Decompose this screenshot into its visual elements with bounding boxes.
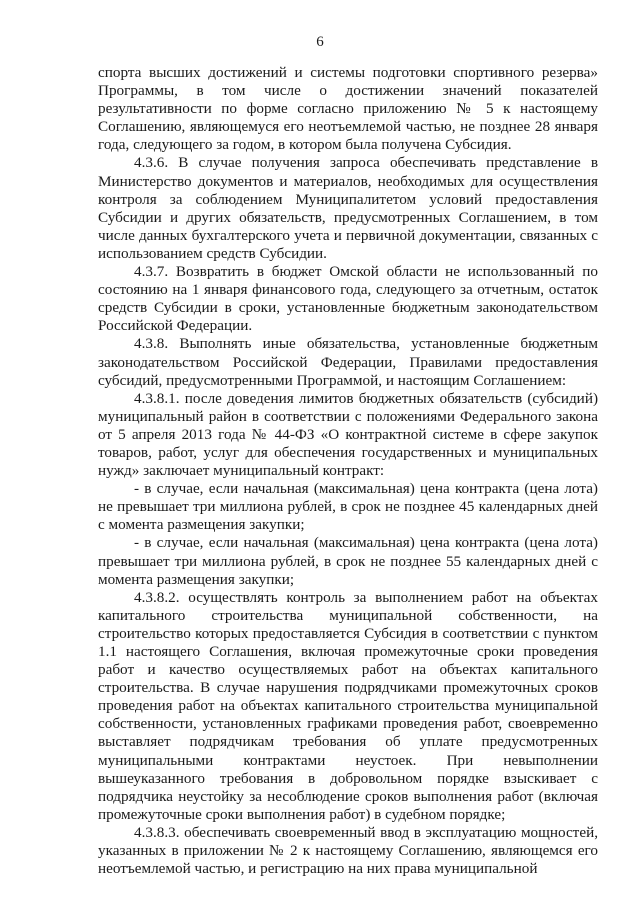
page-number: 6 — [316, 34, 324, 50]
paragraph-4-3-8-2: 4.3.8.2. осуществлять контроль за выполнением работ на объектах капитального строительства муниципальной собственности, на строительство которых предоставляется Субсидия в соответствии с пунктом 1.1 настоящего Соглашения, включая промежуточные сроки проведения работ и качество осуществляемых работ на объектах капитального строительства. В случае нарушения подрядчиками промежуточных сроков проведения работ на объектах капитального строительства муниципальной собственности, установленных графиками проведения работ, своевременно выставляет подрядчикам требования об уплате предусмотренных муниципальными контрактами неустоек. При невыполнении вышеуказанного требования в добровольном порядке взыскивает с подрядчика неустойку за несоблюдение сроков выполнения работ (включая промежуточные сроки выполнения работ) в судебном порядке; — [98, 588, 598, 823]
list-item-under-3-million: - в случае, если начальная (максимальная) цена контракта (цена лота) не превышает три миллиона рублей, в срок не позднее 45 календарных дней с момента размещения закупки; — [98, 480, 598, 534]
paragraph-continuation: спорта высших достижений и системы подготовки спортивного резерва» Программы, в том числе о достижении значений показателей результативности по форме согласно приложению № 5 к настоящему Соглашению, являющемуся его неотъемлемой частью, не позднее 28 января года, следующего за годом, в котором была получена Субсидия. — [98, 64, 598, 154]
paragraph-4-3-8: 4.3.8. Выполнять иные обязательства, установленные бюджетным законодательством Российской Федерации, Правилами предоставления субсидий, предусмотренными Программой, и настоящим Соглашением: — [98, 335, 598, 389]
list-item-over-3-million: - в случае, если начальная (максимальная) цена контракта (цена лота) превышает три миллиона рублей, в срок не позднее 55 календарных дней с момента размещения закупки; — [98, 534, 598, 588]
document-body — [98, 64, 598, 878]
paragraph-4-3-7: 4.3.7. Возвратить в бюджет Омской области не использованный по состоянию на 1 января финансового года, следующего за отчетным, остаток средств Субсидии в сроки, установленные бюджетным законодательством Российской Федерации. — [98, 263, 598, 335]
paragraph-4-3-6: 4.3.6. В случае получения запроса обеспечивать представление в Министерство документов и материалов, необходимых для осуществления контроля за соблюдением Муниципалитетом условий предоставления Субсидии и других обязательств, предусмотренных Соглашением, в том числе данных бухгалтерского учета и первичной документации, связанных с использованием средств Субсидии. — [98, 154, 598, 262]
paragraph-4-3-8-1: 4.3.8.1. после доведения лимитов бюджетных обязательств (субсидий) муниципальный район в соответствии с положениями Федерального закона от 5 апреля 2013 года № 44-ФЗ «О контрактной системе в сфере закупок товаров, работ, услуг для обеспечения государственных и муниципальных нужд» заключает муниципальный контракт: — [98, 389, 598, 480]
paragraph-4-3-8-3: 4.3.8.3. обеспечивать своевременный ввод в эксплуатацию мощностей, указанных в приложении № 2 к настоящему Соглашению, являющемся его неотъемлемой частью, и регистрацию на них права муниципальной — [98, 823, 598, 878]
